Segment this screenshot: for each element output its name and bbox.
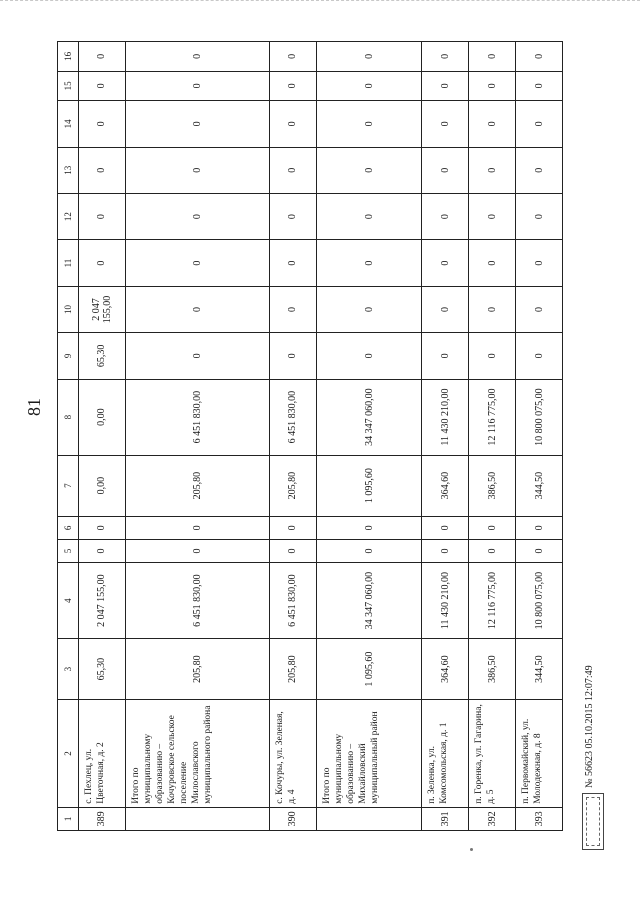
table-cell: 1 095,60 [316, 455, 421, 516]
col-header: 9 [58, 333, 79, 379]
table-cell: 0 [422, 101, 469, 147]
table-cell: 0 [422, 240, 469, 286]
table-cell: 0 [422, 539, 469, 562]
table-cell: 0 [422, 147, 469, 193]
table-cell: 0 [125, 71, 269, 101]
table-cell: 0 [270, 539, 317, 562]
table-cell: 0,00 [79, 455, 126, 516]
address-cell: п. Первомайский, ул. Молодежная, д. 8 [516, 700, 563, 808]
table-cell: 0 [516, 193, 563, 239]
address-cell: п. Зеленка, ул. Комсомольская, д. 1 [422, 700, 469, 808]
table-cell: 0 [270, 240, 317, 286]
table-cell [316, 807, 421, 830]
table-cell: 386,50 [469, 455, 516, 516]
table-cell: 0 [125, 286, 269, 332]
col-header: 14 [58, 101, 79, 147]
scan-top-edge [0, 0, 640, 15]
table-cell: 0 [422, 42, 469, 72]
rotated-table-wrapper [57, 41, 563, 831]
table-cell: 0 [125, 333, 269, 379]
col-header: 6 [58, 516, 79, 539]
table-cell: 0 [125, 101, 269, 147]
col-header: 7 [58, 455, 79, 516]
table-cell: 344,50 [516, 455, 563, 516]
table-cell: 0 [469, 147, 516, 193]
table-cell: 0 [79, 240, 126, 286]
table-cell: 389 [79, 807, 126, 830]
table-cell: 0 [79, 42, 126, 72]
table-cell: 0 [422, 286, 469, 332]
col-header: 2 [58, 700, 79, 808]
table-cell: 6 451 830,00 [125, 379, 269, 455]
table-cell: 34 347 060,00 [316, 379, 421, 455]
table-row [316, 42, 421, 831]
table-cell: 2 047 155,00 [79, 286, 126, 332]
table-cell: 0 [270, 101, 317, 147]
table-cell: 12 116 775,00 [469, 563, 516, 639]
col-header: 16 [58, 42, 79, 72]
table-cell: 0 [316, 101, 421, 147]
table-row [125, 42, 269, 831]
table-cell: 0 [125, 193, 269, 239]
col-header: 13 [58, 147, 79, 193]
table-cell: 0 [79, 101, 126, 147]
table-cell: 393 [516, 807, 563, 830]
table-cell: 0 [79, 193, 126, 239]
table-cell: 0 [422, 193, 469, 239]
table-cell: 205,80 [270, 639, 317, 700]
table-cell: 364,60 [422, 639, 469, 700]
table-cell: 65,30 [79, 639, 126, 700]
address-cell: Итого по муниципальному образованию – Михайловский муниципальный район [316, 700, 421, 808]
table-cell: 391 [422, 807, 469, 830]
table-cell: 0 [316, 42, 421, 72]
table-cell: 10 800 075,00 [516, 563, 563, 639]
table-cell: 0 [469, 42, 516, 72]
table-row [469, 42, 516, 831]
table-cell: 0 [270, 286, 317, 332]
table-cell: 344,50 [516, 639, 563, 700]
table-cell: 6 451 830,00 [270, 563, 317, 639]
table-cell: 0 [270, 42, 317, 72]
table-cell: 0 [79, 71, 126, 101]
table-cell: 0 [516, 240, 563, 286]
table-cell: 0 [469, 516, 516, 539]
table-cell: 0 [469, 539, 516, 562]
document-registration: № 56623 05.10.2015 12:07:49 [584, 665, 595, 788]
col-header: 1 [58, 807, 79, 830]
table-cell: 0,00 [79, 379, 126, 455]
table-cell: 0 [125, 240, 269, 286]
table-row [79, 42, 126, 831]
table-cell: 12 116 775,00 [469, 379, 516, 455]
table-row [422, 42, 469, 831]
table-cell: 0 [516, 539, 563, 562]
table-cell: 0 [516, 516, 563, 539]
table-cell: 0 [270, 516, 317, 539]
address-cell: п. Горенка, ул. Гагарина, д. 5 [469, 700, 516, 808]
stamp-inner-frame [586, 797, 600, 846]
table-cell: 0 [125, 516, 269, 539]
address-cell: с. Пехлец, ул. Цветочная, д. 2 [79, 700, 126, 808]
page-number: 81 [24, 398, 44, 416]
table-cell: 0 [469, 286, 516, 332]
table-cell: 6 451 830,00 [125, 563, 269, 639]
data-table [57, 41, 563, 831]
table-cell [125, 807, 269, 830]
col-header: 15 [58, 71, 79, 101]
table-cell: 0 [316, 286, 421, 332]
table-cell: 0 [79, 147, 126, 193]
table-cell: 0 [516, 71, 563, 101]
table-cell: 0 [516, 286, 563, 332]
table-cell: 0 [469, 193, 516, 239]
table-cell: 0 [422, 516, 469, 539]
table-cell: 2 047 155,00 [79, 563, 126, 639]
col-header: 11 [58, 240, 79, 286]
table-cell: 0 [270, 193, 317, 239]
col-header: 5 [58, 539, 79, 562]
scan-speck [470, 848, 473, 851]
table-cell: 0 [316, 193, 421, 239]
table-cell: 0 [316, 147, 421, 193]
table-cell: 205,80 [270, 455, 317, 516]
table-cell: 0 [270, 333, 317, 379]
table-cell: 0 [316, 539, 421, 562]
table-cell: 205,80 [125, 639, 269, 700]
table-cell: 1 095,60 [316, 639, 421, 700]
table-cell: 0 [516, 147, 563, 193]
table-cell: 65,30 [79, 333, 126, 379]
col-header: 12 [58, 193, 79, 239]
table-cell: 0 [125, 539, 269, 562]
table-cell: 0 [516, 333, 563, 379]
table-cell: 0 [125, 42, 269, 72]
footer [578, 650, 608, 850]
table-cell: 0 [422, 71, 469, 101]
table-cell: 0 [79, 516, 126, 539]
col-header: 8 [58, 379, 79, 455]
table-cell: 0 [79, 539, 126, 562]
table-cell: 34 347 060,00 [316, 563, 421, 639]
table-cell: 0 [516, 42, 563, 72]
table-cell: 386,50 [469, 639, 516, 700]
table-cell: 0 [316, 71, 421, 101]
table-cell: 0 [422, 333, 469, 379]
table-cell: 390 [270, 807, 317, 830]
table-cell: 0 [125, 147, 269, 193]
table-cell: 0 [270, 71, 317, 101]
col-header: 4 [58, 563, 79, 639]
table-cell: 392 [469, 807, 516, 830]
registry-stamp [582, 793, 604, 850]
col-header: 3 [58, 639, 79, 700]
table-cell: 0 [469, 333, 516, 379]
table-row [270, 42, 317, 831]
table-cell: 205,80 [125, 455, 269, 516]
col-header: 10 [58, 286, 79, 332]
table-cell: 0 [316, 333, 421, 379]
address-cell: с. Кочуры, ул. Зеленая, д. 4 [270, 700, 317, 808]
table-cell: 0 [516, 101, 563, 147]
table-cell: 0 [469, 101, 516, 147]
table-cell: 364,60 [422, 455, 469, 516]
table-cell: 11 430 210,00 [422, 379, 469, 455]
table-cell: 11 430 210,00 [422, 563, 469, 639]
table-cell: 0 [316, 516, 421, 539]
table-cell: 0 [316, 240, 421, 286]
table-cell: 0 [270, 147, 317, 193]
table-cell: 0 [469, 240, 516, 286]
address-cell: Итого по муниципальному образованию – Кочуровское сельское поселение Милославского муниципального района [125, 700, 269, 808]
table-cell: 0 [469, 71, 516, 101]
table-cell: 6 451 830,00 [270, 379, 317, 455]
table-cell: 10 800 075,00 [516, 379, 563, 455]
column-number-row [58, 42, 79, 831]
table-row [516, 42, 563, 831]
